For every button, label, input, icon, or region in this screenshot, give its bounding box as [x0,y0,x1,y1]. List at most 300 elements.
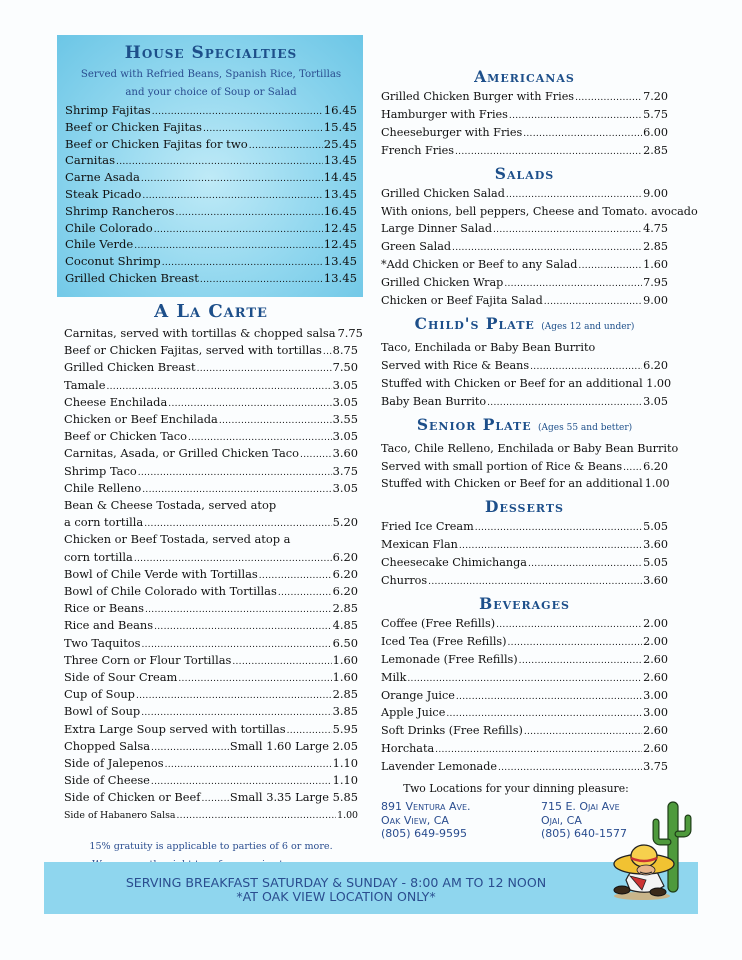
menu-item-row [64,755,358,772]
dot-leader [475,518,642,530]
menu-item-name: Stuffed with Chicken or Beef for an additional [381,477,643,491]
menu-item-row [65,186,357,203]
menu-item-price: 2.85 [643,143,668,157]
location-1-city: Oak View, CA [381,813,449,827]
menu-item-row [64,394,358,411]
dot-leader [300,445,332,457]
senior-plate-heading [381,413,668,440]
beverages-title: Beverages [479,593,570,613]
dot-leader [175,203,322,215]
menu-item-price: 14.45 [323,170,357,185]
house-specialties-subtitle-1: Served with Refried Beans, Spanish Rice, Tortillas [80,69,342,80]
menu-item-name: Chicken or Beef Fajita Salad [381,294,543,308]
menu-item-row [381,536,668,554]
menu-item-name: Beef or Chicken Fajitas for two [65,136,248,151]
menu-item-name: Grilled Chicken Breast [64,360,196,375]
location-2-street: 715 E. Ojai Ave [540,800,620,813]
menu-item-row [381,238,668,256]
menu-item-price: 6.20 [332,549,358,564]
breakfast-banner-line-1: SERVING BREAKFAST SATURDAY & SUNDAY - 8:00 AM TO 12 NOON [125,875,547,890]
dot-leader [323,342,332,354]
dot-leader [496,615,642,627]
menu-item-name: Carnitas, Asada, or Grilled Chicken Taco [64,446,300,461]
menu-item-row [65,270,357,287]
menu-item-price: 3.75 [643,760,668,774]
menu-item-row [381,274,668,292]
menu-item-price: 5.95 [332,721,358,736]
menu-item-price: 6.20 [332,584,358,599]
menu-item-name: Served with small portion of Rice & Beans [381,459,623,473]
menu-item-price: 4.85 [332,618,358,633]
dot-leader [152,102,323,114]
senior-plate-list [381,440,679,494]
dot-leader [154,617,332,629]
dot-leader [508,633,643,645]
menu-item-row [64,583,358,600]
menu-item-price: 16.45 [323,203,357,218]
menu-item-name: Bowl of Chile Colorado with Tortillas [64,584,277,599]
dot-leader [141,635,331,647]
menu-item-price: Small 1.60 Large 2.05 [229,738,358,753]
menu-item-row [64,617,358,634]
menu-text-line: Bean & Cheese Tostada, served atop [64,498,277,513]
menu-item-row [64,359,358,376]
menu-item-name: *Add Chicken or Beef to any Salad [381,258,578,272]
menu-text-line: Stuffed with Chicken or Beef for an additional 1.00 [381,376,672,390]
menu-item-row [381,722,668,740]
menu-item-row [64,463,358,480]
dot-leader [544,292,642,304]
menu-item-price: 2.60 [643,652,668,666]
menu-item-name: Bowl of Chile Verde with Tortillas [64,566,258,581]
menu-item-price: 4.75 [643,222,668,236]
dot-leader [200,270,323,282]
dot-leader [134,549,332,561]
menu-item-name: Served with Rice & Beans [381,358,530,372]
menu-item-name: Cheesecake Chimichanga [381,556,527,570]
dot-leader [493,220,642,232]
menu-item-row [381,106,668,124]
menu-item-name: Side of Chicken or Beef [64,790,201,805]
dot-leader [141,703,331,715]
menu-item-row [64,738,358,755]
menu-item-row [381,88,668,106]
house-specialties-list [65,102,357,287]
menu-item-price: 2.85 [332,687,358,702]
menu-item-row [381,758,668,776]
menu-item-price: 3.85 [332,704,358,719]
menu-item-name: Tamale [64,377,106,392]
menu-item-price: 1.10 [332,773,358,788]
dot-leader [528,554,642,566]
dot-leader [446,704,642,716]
menu-item-name: Churros [381,574,428,588]
dot-leader [151,772,332,784]
menu-item-name: a corn tortilla [64,515,144,530]
menu-item-name: Shrimp Fajitas [65,103,151,117]
menu-item-row [65,102,357,119]
menu-item-row [381,572,668,590]
menu-item-row [64,807,358,824]
dot-leader [504,274,642,286]
menu-item-price: 3.75 [332,463,358,478]
salads-title: Salads [494,163,555,183]
americanas-title: Americanas [474,67,575,86]
dot-leader [162,253,323,265]
menu-item-row [381,615,668,633]
menu-item-price: 3.00 [643,706,668,720]
menu-item-row [381,651,668,669]
menu-item-price: 5.20 [332,515,358,530]
menu-item-name: Cup of Soup [64,687,135,702]
dot-leader [456,687,642,699]
dot-leader [623,458,642,470]
dot-leader [428,572,642,584]
menu-item-row [381,475,668,493]
menu-item-price: 6.20 [643,459,668,473]
menu-item-row [64,514,358,531]
menu-item-name: Apple Juice [381,706,446,720]
menu-item-row [64,342,358,359]
menu-item-row [381,393,668,411]
menu-item-name: Rice or Beans [64,601,144,616]
dot-leader [154,220,323,232]
locations-header: Two Locations for your dinning pleasure: [403,782,629,795]
dot-leader [177,807,337,819]
location-1-phone: (805) 649-9595 [381,827,468,840]
menu-item-row [381,142,668,160]
menu-item-name: Chile Colorado [65,220,153,235]
locations-block [381,782,651,841]
menu-item-name: Bowl of Soup [64,704,141,719]
menu-item-price: 3.05 [332,377,358,392]
menu-item-name: Chile Relleno [64,480,142,495]
menu-item-name: Carne Asada [65,170,140,185]
dot-leader [575,88,642,100]
menu-item-name: Baby Bean Burrito [381,394,487,408]
dot-leader [487,393,642,405]
dot-leader [278,583,332,595]
menu-item-price: 7.50 [332,360,358,375]
menu-item-name: Coconut Shrimp [65,254,161,269]
dot-leader [530,357,642,369]
menu-item-price: 7.75 [337,326,363,340]
dot-leader [455,142,642,154]
menu-item-row [381,687,668,705]
menu-item-row [64,686,358,703]
menu-item-price: 2.85 [643,240,668,254]
menu-item-price: Small 3.35 Large 5.85 [229,790,358,805]
menu-item-name: Iced Tea (Free Refills) [381,634,507,648]
menu-text-line: Taco, Chile Relleno, Enchilada or Baby Bean Burrito [381,441,679,455]
menu-item-row [381,704,668,722]
menu-item-price: 3.05 [332,394,358,409]
menu-item-row [65,169,357,186]
menu-item-name: Three Corn or Flour Tortillas [64,652,232,667]
menu-item-name: Horchata [381,742,435,756]
menu-item-name: Grilled Chicken Burger with Fries [381,90,575,103]
house-specialties-panel [57,35,363,297]
menu-item-row [64,789,358,806]
menu-item-row [65,236,357,253]
menu-item-row [64,445,358,462]
location-1-street: 891 Ventura Ave. [381,800,471,813]
menu-item-row [65,152,357,169]
menu-item-row [64,377,358,394]
menu-item-row [64,600,358,617]
menu-item-row [64,635,358,652]
dot-leader [178,669,331,681]
desserts-title: Desserts [485,497,564,517]
dot-leader [249,136,323,148]
menu-item-price: 25.45 [323,136,357,151]
menu-item-price: 2.60 [643,724,668,738]
dot-leader [519,651,642,663]
menu-item-row [381,458,668,476]
dot-leader [509,106,642,118]
dot-leader [142,480,331,492]
menu-item-name: Milk [381,670,407,684]
menu-item-price: 3.60 [643,574,668,588]
dot-leader [287,721,332,733]
menu-item-name: Lemonade (Free Refills) [381,652,518,666]
salads-list [381,185,698,310]
dot-leader [506,185,642,197]
menu-item-name: Hamburger with Fries [381,107,508,121]
menu-item-price: 9.00 [643,186,668,200]
menu-item-price: 3.00 [643,688,668,702]
dot-leader [219,411,332,423]
menu-item-price: 2.60 [643,742,668,756]
menu-item-price: 3.05 [332,480,358,495]
breakfast-banner-line-2: *AT OAK VIEW LOCATION ONLY* [236,889,436,904]
menu-item-row [381,518,668,536]
menu-item-row [64,325,363,342]
menu-item-name: Chopped Salsa [64,738,151,753]
menu-item-name: Cheeseburger with Fries [381,125,523,139]
menu-item-row [64,480,358,497]
menu-item-name: Large Dinner Salad [381,222,493,236]
menu-item-name: Beef or Chicken Taco [64,429,188,444]
menu-item-price: 6.00 [643,125,668,139]
menu-item-name: Carnitas, served with tortillas & chopped salsa [64,326,336,340]
menu-item-price: 1.60 [332,670,358,685]
menu-item-price: 6.50 [332,635,358,650]
menu-item-name: Chicken or Beef Enchilada [64,412,218,427]
menu-item-price: 7.95 [643,276,668,290]
menu-item-name: Beef or Chicken Fajitas [65,119,202,134]
menu-item-row [381,292,668,310]
dot-leader [144,514,331,526]
right-column [381,65,698,776]
menu-item-price: 3.60 [643,538,668,552]
breakfast-banner [44,862,698,914]
menu-item-price: 1.60 [643,258,668,272]
menu-item-row [65,253,357,270]
menu-item-row [64,566,358,583]
menu-item-price: 12.45 [323,237,357,252]
childs-plate-list [381,339,672,411]
menu-item-row [64,721,358,738]
menu-item-name: Steak Picado [65,186,142,201]
menu-item-name: Grilled Chicken Breast [65,270,199,285]
menu-item-row [64,411,358,428]
menu-item-price: 9.00 [643,294,668,308]
menu-item-name: Soft Drinks (Free Refills) [381,724,523,738]
menu-item-price: 5.75 [643,107,668,121]
menu-item-price: 12.45 [323,220,357,235]
house-specialties-subtitle-2: and your choice of Soup or Salad [125,87,297,98]
dot-leader [523,124,642,136]
menu-item-price: 2.00 [643,634,668,648]
menu-item-price: 13.45 [323,254,357,269]
menu-item-row [381,256,668,274]
senior-plate-title: Senior Plate [416,414,532,434]
location-2-city: Ojai, CA [540,813,582,827]
childs-plate-title: Child's Plate [414,313,535,333]
menu-item-price: 3.05 [332,429,358,444]
menu-item-price: 7.20 [643,90,668,103]
menu-item-name: corn tortilla [64,549,133,564]
location-2-phone: (805) 640-1577 [540,827,627,840]
menu-item-row [381,185,668,203]
dot-leader [498,758,642,770]
menu-item-price: 8.75 [332,343,358,358]
menu-item-row [381,220,668,238]
menu-item-name: Fried Ice Cream [381,520,474,534]
dot-leader [168,394,331,406]
menu-item-row [64,669,358,686]
menu-item-row [381,357,668,375]
menu-item-name: Cheese Enchilada [64,394,168,409]
menu-item-price: 13.45 [323,270,357,285]
menu-item-row [381,633,668,651]
menu-item-name: Orange Juice [381,688,455,702]
menu-item-row [64,549,358,566]
menu-item-price: 1.00 [644,477,670,491]
dot-leader [138,463,332,475]
menu-item-price: 6.20 [332,566,358,581]
menu-item-name: Lavender Lemonade [381,760,497,774]
menu-text-line: Chicken or Beef Tostada, served atop a [64,532,291,547]
dot-leader [151,738,229,750]
dot-leader [106,377,331,389]
menu-item-name: Shrimp Taco [64,463,137,478]
menu-item-name: French Fries [381,143,455,157]
dot-leader [145,600,332,612]
beverages-list [381,615,668,776]
locations-columns [381,800,651,841]
menu-item-price: 2.60 [643,670,668,684]
menu-item-row [64,772,358,789]
menu-item-name: Rice and Beans [64,618,154,633]
menu-item-row [381,669,668,687]
dot-leader [407,669,642,681]
menu-item-price: 3.05 [643,394,668,408]
menu-item-name: Coffee (Free Refills) [381,616,496,630]
americanas-list [381,88,668,160]
dot-leader [197,359,332,371]
a-la-carte-section [64,301,363,874]
menu-item-row [65,220,357,237]
menu-item-row [381,124,668,142]
dot-leader [435,740,642,752]
menu-item-name: Two Taquitos [64,635,141,650]
menu-item-name: Mexican Flan [381,538,458,552]
menu-item-row [64,652,358,669]
a-la-carte-list [64,325,363,824]
menu-item-price: 3.60 [332,446,358,461]
childs-plate-age-note: (Ages 12 and under) [541,321,635,332]
dot-leader [452,238,642,250]
dot-leader [142,186,322,198]
menu-item-price: 13.45 [323,186,357,201]
dot-leader [141,169,323,181]
menu-item-row [65,203,357,220]
menu-item-price: 1.60 [332,652,358,667]
dot-leader [203,119,323,131]
menu-item-price: 16.45 [323,103,357,117]
location-oak-view [381,800,471,841]
menu-item-price: 2.85 [332,601,358,616]
menu-text-line: With onions, bell peppers, Cheese and Tomato. avocado [381,204,698,218]
menu-item-row [64,428,358,445]
menu-item-price: 15.45 [323,119,357,134]
menu-item-row [65,136,357,153]
menu-item-name: Side of Jalepenos [64,756,164,771]
a-la-carte-title: A La Carte [154,301,268,322]
gratuity-note: 15% gratuity is applicable to parties of 6 or more. [89,840,333,852]
menu-item-name: Side of Cheese [64,773,150,788]
menu-item-price: 1.10 [332,756,358,771]
menu-text-line: Taco, Enchilada or Baby Bean Burrito [381,340,596,354]
childs-plate-heading [381,312,668,339]
dot-leader [201,789,228,801]
dot-leader [165,755,332,767]
menu-item-row [381,554,668,572]
menu-item-price: 13.45 [323,153,357,168]
menu-item-price: 5.05 [643,556,668,570]
mascot-illustration [612,784,692,902]
dot-leader [232,652,331,664]
dot-leader [524,722,642,734]
menu-item-price: 2.00 [643,616,668,630]
menu-item-price: 6.20 [643,358,668,372]
menu-item-name: Extra Large Soup served with tortillas [64,721,286,736]
menu-item-price: 1.00 [337,809,358,821]
menu-item-name: Chile Verde [65,237,134,252]
senior-plate-age-note: (Ages 55 and better) [538,422,633,433]
menu-item-name: Carnitas [65,153,116,168]
menu-item-name: Green Salad [381,240,452,254]
dot-leader [259,566,332,578]
menu-item-row [65,119,357,136]
menu-item-row [381,740,668,758]
menu-item-name: Grilled Chicken Wrap [381,276,504,290]
dot-leader [134,236,323,248]
dot-leader [459,536,642,548]
dot-leader [578,256,642,268]
desserts-list [381,518,668,590]
dot-leader [136,686,332,698]
menu-item-row [64,703,358,720]
menu-item-name: Side of Habanero Salsa [64,809,176,821]
menu-item-name: Grilled Chicken Salad [381,186,505,200]
house-specialties-title: House Specialties [124,43,298,63]
menu-item-price: 3.55 [332,412,358,427]
menu-item-price: 5.05 [643,520,668,534]
menu-item-name: Beef or Chicken Fajitas, served with tortillas [64,343,322,358]
